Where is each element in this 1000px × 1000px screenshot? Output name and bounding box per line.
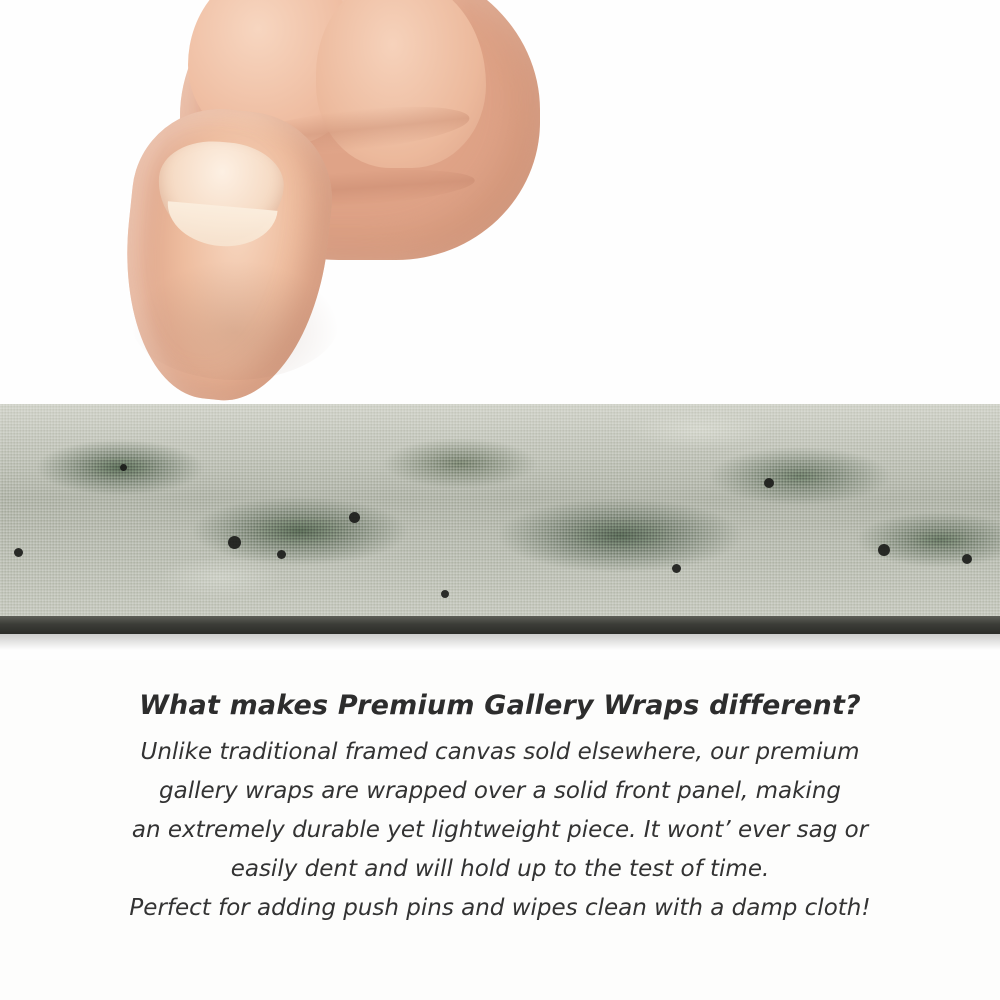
caption-block <box>0 690 1000 928</box>
canvas-drop-shadow <box>0 634 1000 650</box>
canvas-speck <box>764 478 774 488</box>
canvas-speck <box>441 590 449 598</box>
finger-shadow <box>130 260 340 380</box>
caption-line: Unlike traditional framed canvas sold elsewhere, our premium <box>140 739 860 765</box>
caption-line: gallery wraps are wrapped over a solid front panel, making <box>159 778 841 804</box>
canvas-speck <box>14 548 23 557</box>
caption-heading: What makes Premium Gallery Wraps different? <box>139 690 861 721</box>
caption-line: easily dent and will hold up to the test of time. <box>230 856 770 882</box>
canvas-wrap-edge <box>0 404 1000 639</box>
canvas-speck <box>878 544 890 556</box>
canvas-printed-surface <box>0 404 1000 616</box>
canvas-weave-texture <box>0 404 1000 616</box>
canvas-speck <box>228 536 241 549</box>
canvas-speck <box>277 550 286 559</box>
canvas-speck <box>672 564 681 573</box>
canvas-speck <box>120 464 127 471</box>
caption-line: an extremely durable yet lightweight piece. It wont’ ever sag or <box>131 817 869 843</box>
canvas-speck <box>349 512 360 523</box>
hand-illustration <box>120 0 550 425</box>
canvas-speck <box>962 554 972 564</box>
canvas-side-edge <box>0 616 1000 634</box>
caption-line: Perfect for adding push pins and wipes clean with a damp cloth! <box>129 895 871 921</box>
